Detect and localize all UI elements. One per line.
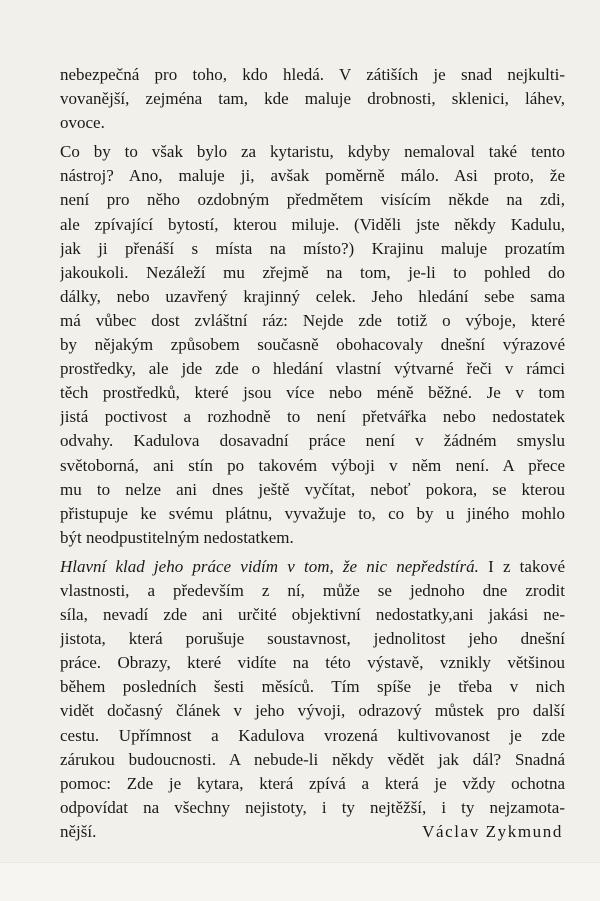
text-line: ale zpívající bytostí, kterou miluje. (Viděli jste někdy Kadulu, (60, 214, 565, 234)
text-line: jistota, která porušuje soustavnost, jednolitost jeho dnešní (60, 629, 565, 649)
final-line (60, 820, 565, 844)
text-line: pomoc: Zde je kytara, která zpívá a která je vždy ochotna (60, 773, 565, 793)
text-line: prostředky, ale jde zde o hledání vlastní výtvarné řeči v rámci (60, 359, 565, 379)
text-line: odpovídat na všechny nejistoty, i ty nejtěžší, i ty nejzamota- (60, 797, 565, 817)
text-line: má vůbec dost zvláštní ráz: Nejde zde totiž o výboje, které (60, 310, 565, 330)
text-line: není pro něho ozdobným předmětem visícím někde na zdi, (60, 190, 565, 210)
text-line: Co by to však bylo za kytaristu, kdyby nemaloval také tento (60, 142, 565, 162)
author-signature: Václav Zykmund (422, 821, 563, 841)
text-line: dálky, nebo uzavřený krajinný celek. Jeho hledání sebe sama (60, 286, 565, 306)
text-line: jakoukoli. Nezáleží mu zřejmě na tom, je-li to pohled do (60, 262, 565, 282)
text-line: mu to nelze ani dnes ještě vyčítat, neboť pokora, se kterou (60, 479, 565, 499)
text-fragment: nější. (60, 821, 97, 841)
text-line: nebezpečná pro toho, kdo hledá. V zátiších je snad nejkulti- (60, 65, 565, 84)
text-line: by nějakým způsobem současně obohacovaly dnešní výrazové (60, 335, 565, 355)
article-text (60, 63, 565, 844)
text-line: odvahy. Kadulova dosavadní práce není v žádném smyslu (60, 431, 565, 451)
paragraph-1 (60, 63, 565, 135)
text-line: vidět dočasný článek v jeho vývoji, odrazový můstek pro další (60, 701, 565, 721)
text-line: jak ji přenáší s místa na místo?) Krajinu maluje prozatím (60, 238, 565, 258)
text-line: během posledních šesti měsíců. Tím spíše je třeba v nich (60, 677, 565, 697)
text-line: být neodpustitelným nedostatkem. (60, 527, 294, 547)
text-line: těch prostředků, které jsou více nebo méně běžné. Je v tom (60, 383, 565, 403)
italic-phrase: Hlavní klad jeho práce vidím v tom, že nic nepředstírá. (60, 556, 479, 576)
paragraph-3 (60, 555, 565, 844)
paragraph-2 (60, 140, 565, 550)
text-line: jistá poctivost a rozhodně to není přetvářka nebo nedostatek (60, 407, 565, 427)
text-line: nástroj? Ano, maluje ji, avšak poměrně málo. Asi proto, že (60, 166, 565, 186)
text-line: zárukou budoucnosti. A nebude-li někdy vědět jak dál? Snadná (60, 749, 565, 769)
text-line: světoborná, ani stín po takovém výboji v něm není. A přece (60, 455, 565, 475)
text-line: síla, nevadí zde ani určité objektivní nedostatky,ani jakási ne- (60, 605, 565, 625)
text-fragment: I z takové (478, 556, 565, 576)
text-line: ovoce. (60, 113, 105, 133)
scan-edge (0, 862, 600, 901)
text-line: vlastnosti, a především z ní, může se jednoho dne zrodit (60, 580, 565, 600)
text-line: přistupuje ke svému plátnu, vyvažuje to, co by u jiného mohlo (60, 503, 565, 523)
text-line (60, 555, 565, 579)
text-line: cestu. Upřímnost a Kadulova vrozená kultivovanost je zde (60, 725, 565, 745)
text-line: práce. Obrazy, které vidíte na této výstavě, vznikly většinou (60, 653, 565, 673)
text-line: vovanější, zejména tam, kde maluje drobnosti, sklenici, láhev, (60, 89, 565, 109)
